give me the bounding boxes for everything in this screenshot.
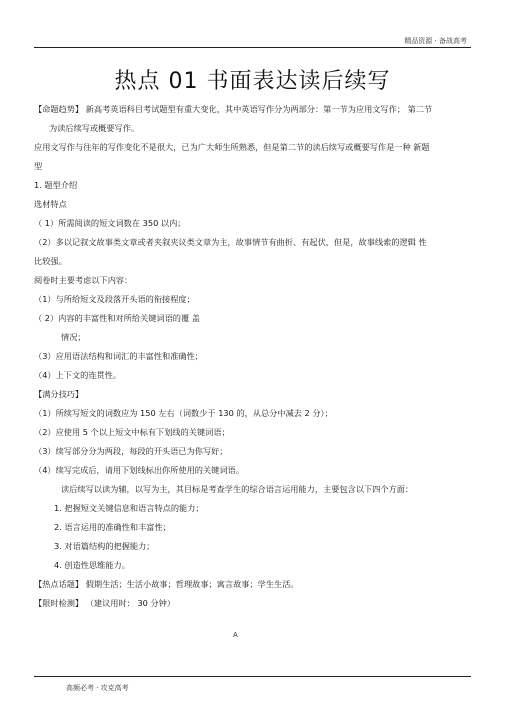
- ability-item-2: 2. 语言运用的准确性和丰富性；: [54, 522, 171, 532]
- ability-item-1: 1. 把握短文关键信息和语言特点的能力；: [54, 503, 204, 513]
- material-item-2: （2）多以记叙文故事类文章或者夹叙夹议类文章为主，故事情节有曲折、有起伏，但是，故事线索的逻辑 性: [34, 237, 427, 247]
- header-divider: [34, 47, 471, 48]
- trend-line-cont: 为读后续写或概要写作。: [49, 123, 140, 133]
- tip-item-2: （2）应使用 5 个以上短文中标有下划线的关键词语；: [34, 427, 230, 437]
- ability-item-3: 3. 对语篇结构的把握能力；: [54, 541, 155, 551]
- trend-line: 【命题趋势】 新高考英语科目考试题型有重大变化，其中英语写作分为两部分：第一节为应用文写作； 第二节: [34, 104, 433, 114]
- timed-test-line: 【限时检测】 （建议用时： 30 分钟）: [34, 598, 176, 608]
- section-heading: 1. 题型介绍: [34, 180, 78, 190]
- grading-item-3: （3）应用语法结构和词汇的丰富性和准确性；: [34, 351, 203, 361]
- grading-heading: 阅卷时主要考虑以下内容：: [34, 275, 133, 285]
- material-item-1: （ 1）所需阅读的短文词数在 350 以内；: [34, 218, 186, 228]
- page-mark: A: [233, 631, 238, 639]
- footer-tag: 高频必考 · 攻克高考: [66, 684, 129, 692]
- tip-item-3: （3）续写部分分为两段，每段的开头语已为你写好；: [34, 446, 228, 456]
- hot-topics-line: 【热点话题】 假期生活；生活小故事；哲理故事；寓言故事；学生生活。: [34, 579, 299, 589]
- tip-item-1: （1）所续写短文的词数应为 150 左右（词数少于 130 的，从总分中减去 2 分）；: [34, 408, 333, 418]
- document-body: [34, 100, 471, 613]
- ability-item-4: 4. 创造性思维能力。: [54, 560, 130, 570]
- tip-item-4: （4）续写完成后，请用下划线标出你所使用的关键词语。: [34, 465, 244, 475]
- grading-item-2-cont: 情况；: [61, 332, 86, 342]
- grading-item-2: （ 2）内容的丰富性和对所给关键词语的覆 盖: [34, 313, 200, 323]
- tips-heading: 【满分技巧】: [34, 389, 84, 399]
- material-heading: 选材特点: [34, 199, 67, 209]
- intro-line: 应用文写作与往年的写作变化不是很大，已为广大师生所熟悉，但是第二节的读后续写或概要写作是一种 新题: [34, 142, 430, 152]
- grading-item-1: （1）与所给短文及段落开头语的衔接程度；: [34, 294, 195, 304]
- page-title: 热点 01 书面表达读后续写: [114, 69, 391, 94]
- grading-item-4: （4）上下文的连贯性。: [34, 370, 122, 380]
- material-item-2-cont: 比较强。: [34, 256, 67, 266]
- footer-divider: [34, 676, 471, 677]
- header-tag: 精品资源 · 备战高考: [404, 37, 467, 45]
- ability-paragraph: 读后续写以读为辅，以写为主，其目标是考查学生的综合语言运用能力，主要包含以下四个方面：: [61, 484, 414, 494]
- intro-line-cont: 型: [34, 161, 43, 171]
